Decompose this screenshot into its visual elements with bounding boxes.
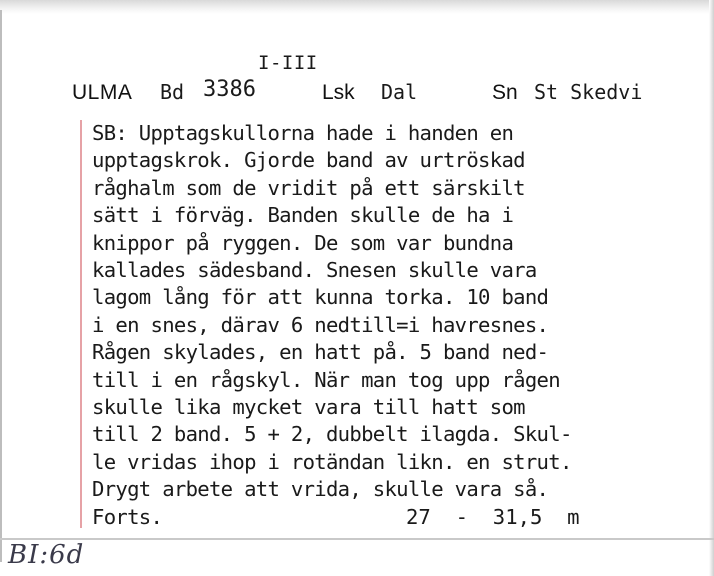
socken-value: St Skedvi (534, 80, 643, 104)
landskap-label: Lsk (322, 81, 355, 104)
text-line: Drygt arbete att vrida, skulle vara så. (92, 477, 549, 502)
archive-label: ULMA (72, 81, 133, 104)
text-line: kallades sädesband. Snesen skulle vara (92, 257, 537, 282)
card-top-edge (0, 0, 714, 14)
text-line: till i en rågskyl. När man tog upp rågen (92, 367, 560, 392)
text-line: Rågen skylades, en hatt på. 5 band ned- (92, 340, 549, 365)
socken-label: Sn (492, 81, 518, 104)
card-right-edge (709, 0, 714, 576)
text-line: lagom lång för att kunna torka. 10 band (92, 285, 549, 310)
text-line: råghalm som de vridit på ett särskilt (92, 175, 525, 200)
text-line: knippor på ryggen. De som var bundna (92, 230, 514, 255)
text-line: sätt i förväg. Banden skulle de ha i (92, 203, 514, 228)
text-line: upptagskrok. Gjorde band av urtröskad (92, 148, 525, 173)
margin-rule (80, 120, 82, 528)
text-line: le vridas ihop i rotändan likn. en strut. (92, 449, 572, 474)
landskap-value: Dal (381, 80, 418, 104)
handwritten-code: BI:6d (8, 540, 85, 570)
card-left-edge (0, 10, 2, 562)
record-text (92, 120, 572, 503)
bd-number: 3386 (203, 77, 256, 102)
continued-label: Forts. (92, 505, 163, 529)
card-bottom-edge (0, 538, 714, 540)
text-line: till 2 band. 5 + 2, dubbelt ilagda. Skul- (92, 422, 572, 447)
text-line: SB: Upptagskullorna hade i handen en (92, 121, 514, 145)
bd-label: Bd (160, 80, 185, 104)
text-line: i en snes, därav 6 nedtill=i havresnes. (92, 312, 549, 337)
text-line: skulle lika mycket vara till hatt som (92, 394, 525, 419)
series-number: I-III (258, 52, 318, 74)
measurement-range: 27 - 31,5 m (406, 505, 580, 529)
